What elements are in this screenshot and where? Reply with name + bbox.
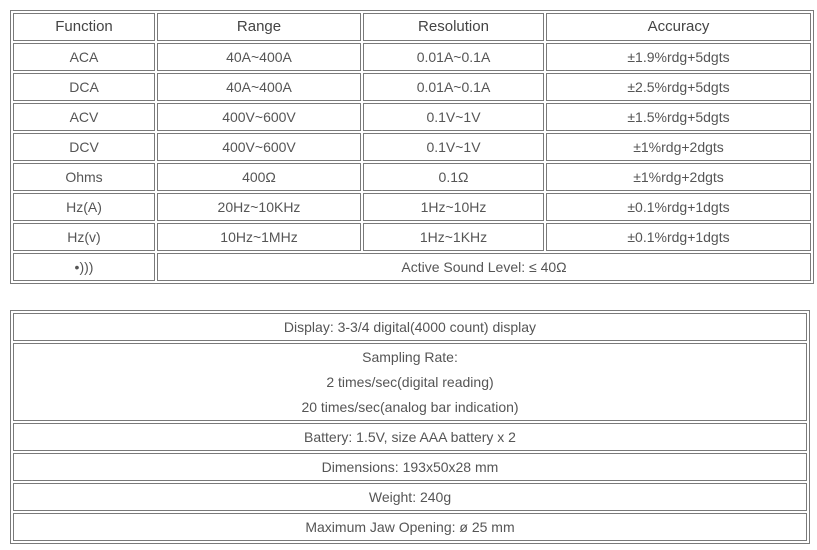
sampling-rate-digital: 2 times/sec(digital reading)	[326, 373, 494, 390]
accuracy-cell: ±2.5%rdg+5dgts	[546, 73, 811, 101]
resolution-cell: 0.1V~1V	[363, 133, 544, 161]
function-cell: Hz(A)	[13, 193, 155, 221]
range-cell: 20Hz~10KHz	[157, 193, 361, 221]
continuity-icon: •)))	[13, 253, 155, 281]
function-cell: ACA	[13, 43, 155, 71]
range-cell: 400V~600V	[157, 133, 361, 161]
table-row	[13, 73, 811, 101]
function-cell: Hz(v)	[13, 223, 155, 251]
table-row	[13, 483, 807, 511]
resolution-cell: 0.01A~0.1A	[363, 73, 544, 101]
table-row	[13, 513, 807, 541]
function-cell: ACV	[13, 103, 155, 131]
resolution-cell: 0.01A~0.1A	[363, 43, 544, 71]
header-range: Range	[157, 13, 361, 41]
battery-spec: Battery: 1.5V, size AAA battery x 2	[13, 423, 807, 451]
resolution-cell: 0.1V~1V	[363, 103, 544, 131]
jaw-opening-spec: Maximum Jaw Opening: ø 25 mm	[13, 513, 807, 541]
continuity-description: Active Sound Level: ≤ 40Ω	[157, 253, 811, 281]
range-cell: 10Hz~1MHz	[157, 223, 361, 251]
accuracy-cell: ±1.9%rdg+5dgts	[546, 43, 811, 71]
table-row	[13, 43, 811, 71]
accuracy-cell: ±0.1%rdg+1dgts	[546, 223, 811, 251]
sampling-rate-analog: 20 times/sec(analog bar indication)	[301, 398, 519, 415]
header-resolution: Resolution	[363, 13, 544, 41]
range-cell: 400Ω	[157, 163, 361, 191]
header-function: Function	[13, 13, 155, 41]
function-cell: DCA	[13, 73, 155, 101]
resolution-cell: 1Hz~1KHz	[363, 223, 544, 251]
table-row	[13, 133, 811, 161]
general-spec-table	[10, 310, 810, 544]
table-row	[13, 103, 811, 131]
table-row	[13, 223, 811, 251]
dimensions-spec: Dimensions: 193x50x28 mm	[13, 453, 807, 481]
header-accuracy: Accuracy	[546, 13, 811, 41]
range-cell: 40A~400A	[157, 73, 361, 101]
sampling-rate-spec	[13, 343, 807, 421]
sampling-rate-title: Sampling Rate:	[362, 348, 458, 365]
weight-spec: Weight: 240g	[13, 483, 807, 511]
function-cell: Ohms	[13, 163, 155, 191]
display-spec: Display: 3-3/4 digital(4000 count) display	[13, 313, 807, 341]
accuracy-cell: ±1%rdg+2dgts	[546, 163, 811, 191]
specification-table	[10, 10, 814, 284]
accuracy-cell: ±1%rdg+2dgts	[546, 133, 811, 161]
resolution-cell: 0.1Ω	[363, 163, 544, 191]
table-row	[13, 423, 807, 451]
table-row	[13, 453, 807, 481]
table-row	[13, 343, 807, 421]
range-cell: 400V~600V	[157, 103, 361, 131]
table-header-row	[13, 13, 811, 41]
accuracy-cell: ±1.5%rdg+5dgts	[546, 103, 811, 131]
table-row	[13, 163, 811, 191]
range-cell: 40A~400A	[157, 43, 361, 71]
table-row	[13, 313, 807, 341]
table-row-continuity	[13, 253, 811, 281]
resolution-cell: 1Hz~10Hz	[363, 193, 544, 221]
function-cell: DCV	[13, 133, 155, 161]
accuracy-cell: ±0.1%rdg+1dgts	[546, 193, 811, 221]
table-row	[13, 193, 811, 221]
